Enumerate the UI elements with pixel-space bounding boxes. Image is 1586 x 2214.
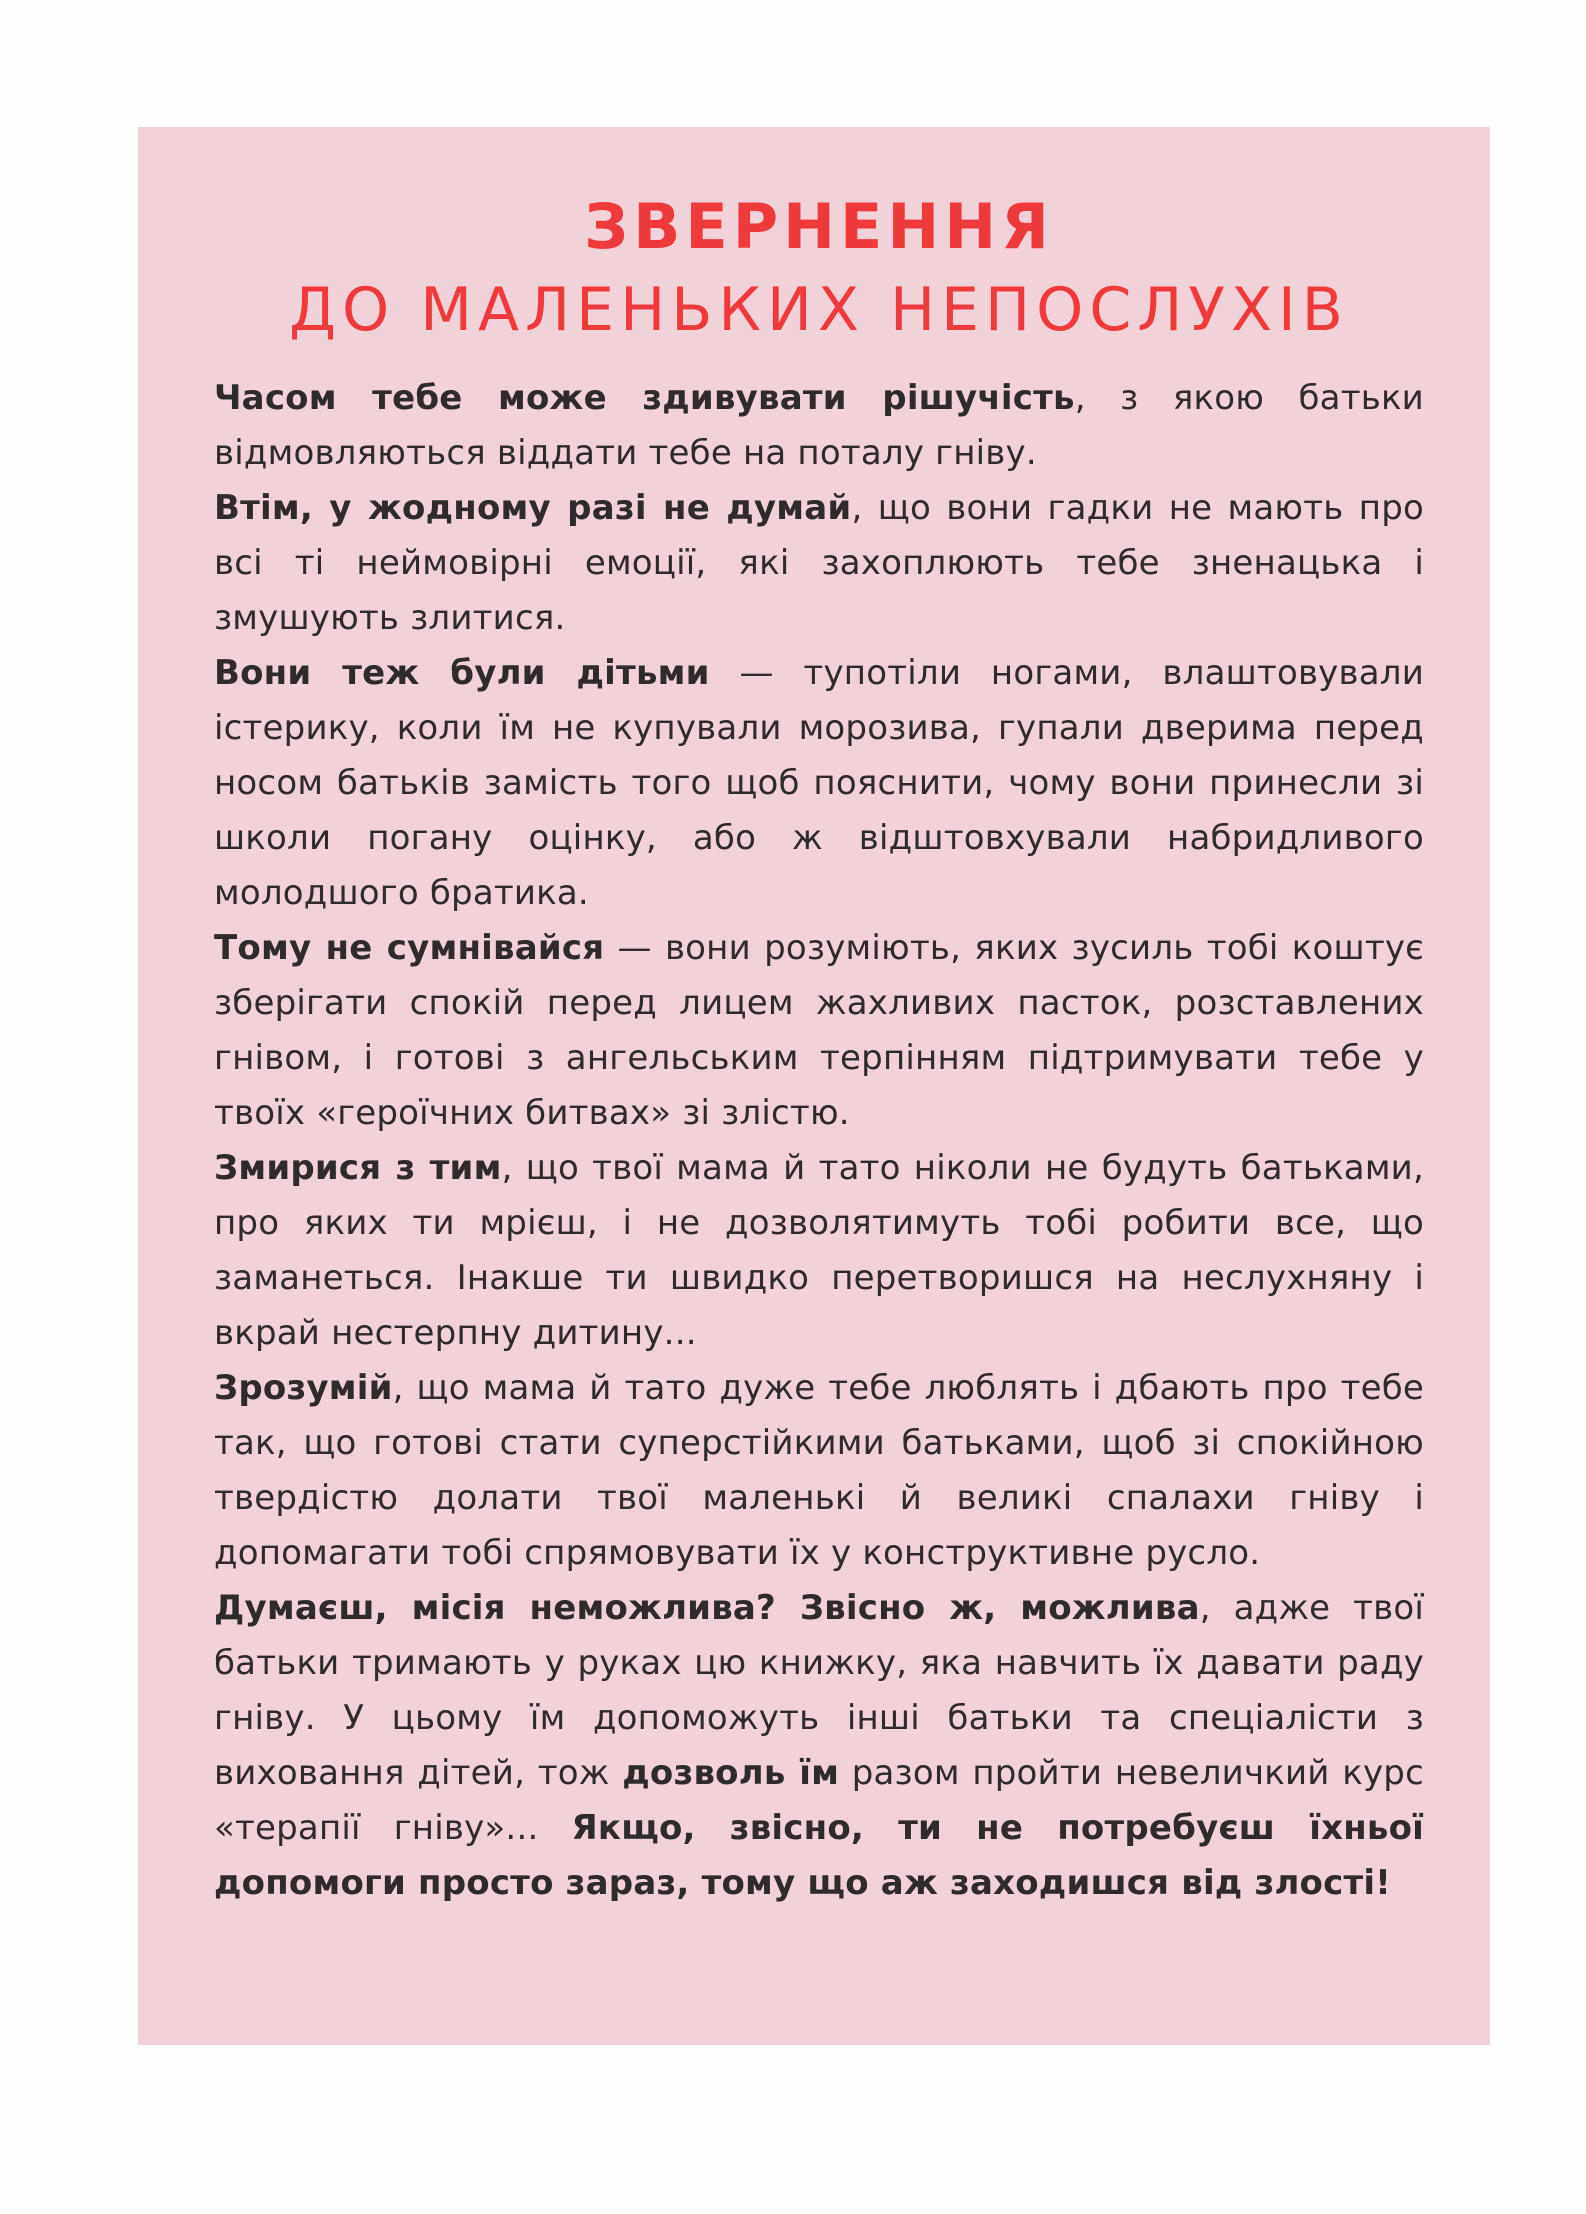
paragraph [214, 481, 1424, 646]
paragraph-text: , з якою батьки відмовляються віддати тебе на поталу гніву. [214, 378, 1424, 473]
page-title: ЗВЕРНЕННЯ [584, 190, 1054, 263]
paragraph-closing: Якщо, звісно, ти не потребуєш їхньої допомоги просто зараз, тому що аж заходишся від злості! [214, 1808, 1425, 1903]
paragraph [214, 371, 1424, 481]
paragraph-text: — вони розуміють, яких зусиль тобі коштує зберігати спокій перед лицем жахливих пасток, розставлених гнівом, і готові з ангельським терпінням підтримувати тебе у твоїх «героїчних битвах» зі злістю. [214, 928, 1424, 1133]
pink-panel [138, 127, 1490, 2045]
paragraph-lead: Тому не сумнівайся [214, 928, 605, 968]
page-subtitle: ДО МАЛЕНЬКИХ НЕПОСЛУХІВ [289, 275, 1349, 345]
paragraph-text: , що вони гадки не мають про всі ті неймовірні емоції, які захоплюють тебе зненацька і змушують злитися. [214, 488, 1425, 638]
paragraph [214, 1141, 1424, 1361]
paragraph-lead: Втім, у жодному разі не думай [214, 488, 852, 528]
paragraph-text: , адже твої батьки тримають у руках цю книжку, яка навчить їх давати раду гніву. У цьому їм допоможуть інші батьки та спеціалісти з виховання дітей, тож [214, 1588, 1425, 1793]
paragraph-lead: Вони теж були дітьми [214, 653, 710, 693]
paragraph-final [214, 1581, 1424, 1911]
body-text [214, 371, 1424, 1911]
paragraph-lead: Часом тебе може здивувати рішучість [214, 378, 1075, 418]
paragraph [214, 646, 1424, 921]
paragraph [214, 921, 1424, 1141]
paragraph-lead: Зрозумій [214, 1368, 393, 1408]
paragraph-text: разом пройти невеличкий курс «терапії гніву»... [214, 1753, 1424, 1848]
paragraph-text: — тупотіли ногами, влаштовували істерику, коли їм не купували морозива, гупали дверима перед носом батьків замість того щоб пояснити, чому вони принесли зі школи погану оцінку, або ж відштовхували набридливого молодшого братика. [214, 653, 1425, 913]
paragraph-text: , що твої мама й тато ніколи не будуть батьками, про яких ти мрієш, і не дозволятимуть тобі робити все, що заманеться. Інакше ти швидко перетворишся на неслухняну і вкрай нестерпну дитину... [214, 1148, 1424, 1353]
paragraph-text: , що мама й тато дуже тебе люблять і дбають про тебе так, що готові стати суперстійкими батьками, щоб зі спокійною твердістю долати твої маленькі й великі спалахи гніву і допомагати тобі спрямовувати їх у конструктивне русло. [214, 1368, 1424, 1573]
paragraph-lead: Думаєш, місія неможлива? Звісно ж, можлива [214, 1588, 1200, 1628]
paragraph [214, 1361, 1424, 1581]
paragraph-emphasis: дозволь їм [622, 1753, 840, 1793]
paragraph-lead: Змирися з тим [214, 1148, 502, 1188]
